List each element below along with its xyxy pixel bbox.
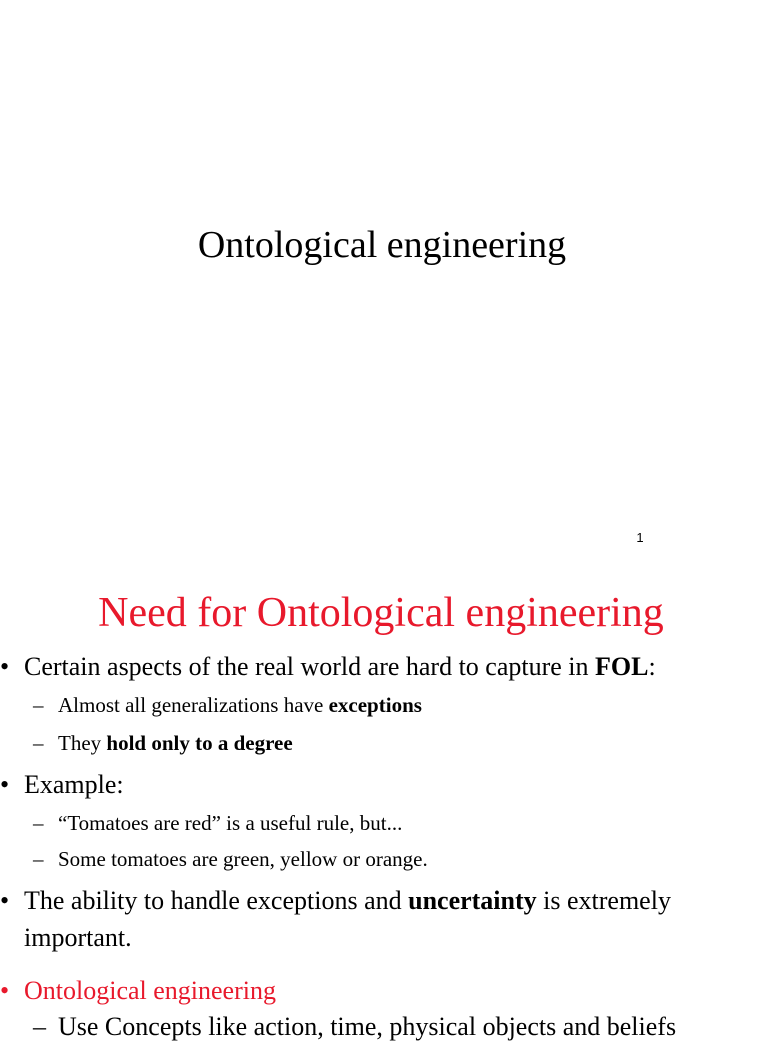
sub-bullet-text: “Tomatoes are red” is a useful rule, but... <box>58 811 403 835</box>
bullet-marker: • <box>0 652 10 681</box>
text-run: They <box>58 731 107 755</box>
text-run: Almost all generalizations have <box>58 693 329 717</box>
content-slide <box>0 566 768 1041</box>
sub-bullet-marker: – <box>33 731 44 755</box>
bullet-marker: • <box>0 976 10 1005</box>
bullet-text: Example: <box>24 770 124 799</box>
sub-bullet-marker: – <box>33 847 44 871</box>
bold-run: FOL <box>595 652 649 681</box>
bold-run: uncertainty <box>408 886 537 915</box>
text-run: The ability to handle exceptions and <box>24 886 409 915</box>
text-run: : <box>648 652 656 681</box>
bullet-marker: • <box>0 886 10 915</box>
sub-bullet-text: Some tomatoes are green, yellow or orange. <box>58 847 428 871</box>
bullet-text <box>24 882 784 919</box>
bullet-text-line2: important. <box>24 923 132 952</box>
bullet-text: Ontological engineering <box>24 976 276 1005</box>
sub-bullet-marker: – <box>33 811 44 835</box>
sub-bullet-marker: – <box>33 1012 46 1041</box>
sub-bullet-marker: – <box>33 693 44 717</box>
bold-run: exceptions <box>328 693 422 717</box>
bullet-marker: • <box>0 770 10 799</box>
text-run: is extremely <box>536 886 671 915</box>
slide-title: Need for Ontological engineering <box>98 590 664 636</box>
sub-bullet-text <box>58 690 422 720</box>
page-number: 1 <box>636 530 644 545</box>
bullet-text <box>24 648 784 685</box>
sub-bullet-text <box>58 728 293 758</box>
text-run: Certain aspects of the real world are hard to capture in <box>24 652 596 681</box>
bold-run: hold only to a degree <box>106 731 293 755</box>
slide-title: Ontological engineering <box>197 224 567 266</box>
sub-bullet-text: Use Concepts like action, time, physical objects and beliefs <box>58 1012 677 1041</box>
